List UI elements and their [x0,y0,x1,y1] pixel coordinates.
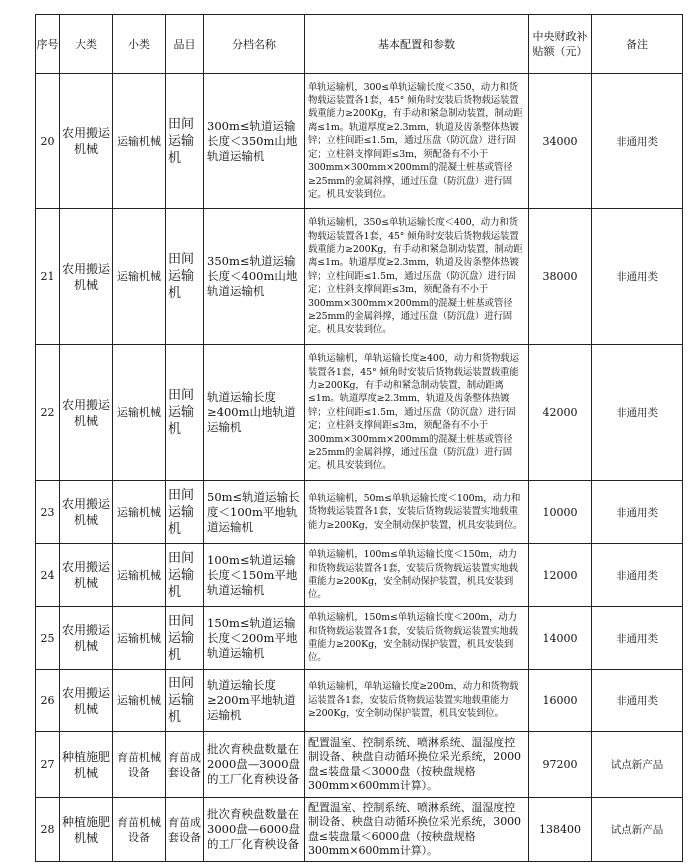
header-category: 大类 [60,15,113,74]
row-category: 农用搬运机械 [60,607,113,670]
row-note: 非通用类 [592,607,683,670]
row-spec: 单轨运输机，单轨运输长度≥400，动力和货物载运装置各1套，45° 倾角时安装后货物载运装置载重能力≥200Kg，有手动和紧急制动装置，制动距离≤1m。轨道厚度≥2.3mm，轨道及齿条整体热镀锌；立柱间距≤1.5m，通过压盘（防沉盘）进行固定；立柱斜支撑间距≤3m，须配备有不小于300mm×300mm×200mm的混凝土桩基或管径≥25mm的金属斜撑，通过压盘（防沉盘）进行固定。机具安装到位。 [305,345,529,481]
table-row [36,670,683,732]
row-item: 田间运输机 [166,670,204,732]
row-subcategory: 育苗机械设备 [113,732,166,798]
row-seq: 22 [36,345,60,481]
table-row [36,607,683,670]
row-spec: 配置温室、控制系统、喷淋系统、温湿度控制设备、秧盘自动循环换位采光系统，2000盘≤装盘量＜3000盘（按秧盘规格300mm×600mm计算）。 [305,732,529,798]
row-seq: 21 [36,209,60,345]
row-note: 非通用类 [592,670,683,732]
row-subcategory: 运输机械 [113,345,166,481]
row-subsidy: 38000 [529,209,592,345]
row-note: 试点新产品 [592,798,683,862]
row-item: 田间运输机 [166,481,204,544]
row-category: 农用搬运机械 [60,544,113,607]
row-spec: 配置温室、控制系统、喷淋系统、温湿度控制设备、秧盘自动循环换位采光系统，3000盘≤装盘量＜6000盘（按秧盘规格300mm×600mm计算）。 [305,798,529,862]
header-seq: 序号 [36,15,60,74]
header-note: 备注 [592,15,683,74]
row-category: 种植施肥机械 [60,732,113,798]
subsidy-table [35,14,683,862]
row-seq: 25 [36,607,60,670]
row-seq: 24 [36,544,60,607]
row-seq: 23 [36,481,60,544]
row-item: 田间运输机 [166,74,204,209]
row-note: 非通用类 [592,209,683,345]
row-grade: 150m≤轨道运输长度＜200m平地轨道运输机 [204,607,305,670]
row-seq: 28 [36,798,60,862]
row-subcategory: 运输机械 [113,481,166,544]
row-subcategory: 运输机械 [113,209,166,345]
row-subsidy: 34000 [529,74,592,209]
row-subsidy: 16000 [529,670,592,732]
table-row [36,74,683,209]
row-category: 农用搬运机械 [60,345,113,481]
row-category: 农用搬运机械 [60,74,113,209]
row-spec: 单轨运输机，350≤单轨运输长度＜400，动力和货物载运装置各1套，45° 倾角时安装后货物载运装置载重能力≥200Kg，有手动和紧急制动装置，制动距离≤1m。轨道厚度≥2.3mm，轨道及齿条整体热镀锌；立柱间距≤1.5m，通过压盘（防沉盘）进行固定；立柱斜支撑间距≤3m，须配备有不小于300mm×300mm×200mm的混凝土桩基或管径≥25mm的金属斜撑，通过压盘（防沉盘）进行固定。机具安装到位。 [305,209,529,345]
row-category: 种植施肥机械 [60,798,113,862]
row-item: 育苗成套设备 [166,732,204,798]
header-grade: 分档名称 [204,15,305,74]
row-grade: 轨道运输长度≥400m山地轨道运输机 [204,345,305,481]
row-subcategory: 运输机械 [113,670,166,732]
header-row [36,15,683,74]
table-row [36,481,683,544]
row-seq: 26 [36,670,60,732]
row-grade: 批次育秧盘数量在2000盘—3000盘的工厂化育秧设备 [204,732,305,798]
row-item: 田间运输机 [166,607,204,670]
row-subcategory: 运输机械 [113,607,166,670]
row-subsidy: 10000 [529,481,592,544]
row-category: 农用搬运机械 [60,670,113,732]
row-category: 农用搬运机械 [60,481,113,544]
row-seq: 20 [36,74,60,209]
row-item: 育苗成套设备 [166,798,204,862]
row-subsidy: 14000 [529,607,592,670]
row-subsidy: 42000 [529,345,592,481]
row-spec: 单轨运输机，50m≤单轨运输长度＜100m，动力和货物载运装置各1套，安装后货物载运装置实地载重能力≥200Kg，安全制动保护装置，机具安装到位。 [305,481,529,544]
table-row [36,732,683,798]
header-spec: 基本配置和参数 [305,15,529,74]
row-spec: 单轨运输机，100m≤单轨运输长度＜150m，动力和货物载运装置各1套，安装后货物载运装置实地载重能力≥200Kg，安全制动保护装置，机具安装到位。 [305,544,529,607]
row-grade: 轨道运输长度≥200m平地轨道运输机 [204,670,305,732]
row-spec: 单轨运输机，300≤单轨运输长度＜350，动力和货物载运装置各1套，45° 倾角时安装后货物载运装置载重能力≥200Kg，有手动和紧急制动装置，制动距离≤1m。轨道厚度≥2.3mm，轨道及齿条整体热镀锌；立柱间距≤1.5m，通过压盘（防沉盘）进行固定；立柱斜支撑间距≤3m，须配备有不小于300mm×300mm×200mm的混凝土桩基或管径≥25mm的金属斜撑，通过压盘（防沉盘）进行固定。机具安装到位。 [305,74,529,209]
row-subcategory: 运输机械 [113,544,166,607]
table-row [36,209,683,345]
row-item: 田间运输机 [166,544,204,607]
row-subcategory: 运输机械 [113,74,166,209]
row-note: 非通用类 [592,345,683,481]
row-subcategory: 育苗机械设备 [113,798,166,862]
table-row [36,345,683,481]
table-row [36,544,683,607]
row-grade: 300m≤轨道运输长度＜350m山地轨道运输机 [204,74,305,209]
row-spec: 单轨运输机，150m≤单轨运输长度＜200m，动力和货物载运装置各1套，安装后货物载运装置实地载重能力≥200Kg，安全制动保护装置，机具安装到位。 [305,607,529,670]
row-grade: 50m≤轨道运输长度＜100m平地轨道运输机 [204,481,305,544]
row-note: 试点新产品 [592,732,683,798]
row-item: 田间运输机 [166,209,204,345]
row-grade: 100m≤轨道运输长度＜150m平地轨道运输机 [204,544,305,607]
row-note: 非通用类 [592,481,683,544]
row-grade: 350m≤轨道运输长度＜400m山地轨道运输机 [204,209,305,345]
row-note: 非通用类 [592,544,683,607]
table-row [36,798,683,862]
row-spec: 单轨运输机，单轨运输长度≥200m，动力和货物载运装置各1套，安装后货物载运装置实地载重能力≥200Kg，安全制动保护装置，机具安装到位。 [305,670,529,732]
row-subsidy: 97200 [529,732,592,798]
row-item: 田间运输机 [166,345,204,481]
row-note: 非通用类 [592,74,683,209]
row-grade: 批次育秧盘数量在3000盘—6000盘的工厂化育秧设备 [204,798,305,862]
row-seq: 27 [36,732,60,798]
row-category: 农用搬运机械 [60,209,113,345]
header-subsidy: 中央财政补贴额（元） [529,15,592,74]
row-subsidy: 12000 [529,544,592,607]
row-subsidy: 138400 [529,798,592,862]
header-subcategory: 小类 [113,15,166,74]
header-item: 品目 [166,15,204,74]
